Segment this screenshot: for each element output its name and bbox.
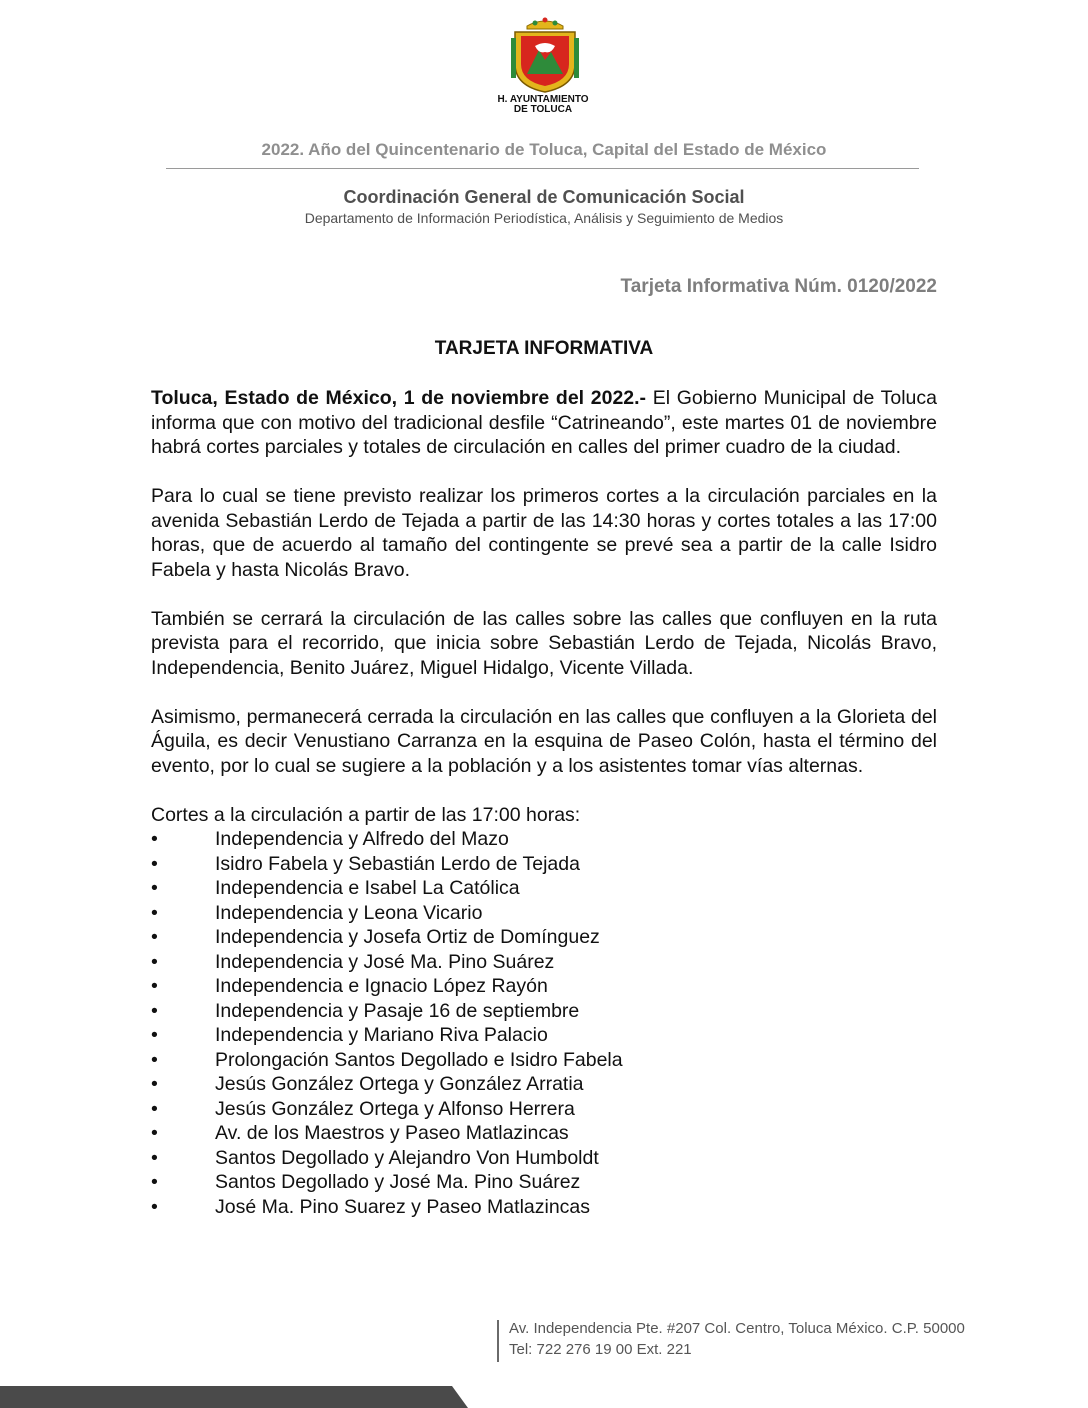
document-title: TARJETA INFORMATIVA [434, 338, 654, 359]
list-item-text: Independencia y José Ma. Pino Suárez [215, 950, 555, 973]
footer-address: Av. Independencia Pte. #207 Col. Centro, Toluca México. C.P. 50000 [509, 1320, 965, 1337]
footer-stripe [0, 1386, 1088, 1408]
list-item [151, 852, 937, 877]
department-title: Departamento de Información Periodística, Análisis y Seguimiento de Medios [304, 210, 784, 226]
list-item-text: Santos Degollado y José Ma. Pino Suárez [215, 1171, 581, 1193]
bullet-marker: • [151, 1195, 158, 1218]
toluca-coat-of-arms-logo [505, 14, 585, 94]
list-item-text: Independencia y Pasaje 16 de septiembre [215, 999, 580, 1022]
list-item [151, 974, 937, 999]
list-item [151, 1170, 937, 1195]
list-item [151, 1146, 937, 1171]
list-item [151, 1121, 937, 1146]
list-item [151, 876, 937, 901]
bullet-marker: • [151, 975, 158, 997]
list-item [151, 1072, 937, 1097]
list-item [151, 901, 937, 926]
list-item-text: Independencia y Mariano Riva Palacio [215, 1024, 548, 1046]
footer-divider [497, 1320, 499, 1362]
bullet-marker: • [151, 926, 158, 948]
list-item [151, 1195, 937, 1220]
paragraph-schedule: Para lo cual se tiene previsto realizar los primeros cortes a la circulación parciales en la avenida Sebastián Lerdo de Tejada a partir de las 14:30 horas y cortes totales a las 17:00 horas, que de acuerdo al tamaño del contingente se prevé sea a partir de la calle Isidro Fabela y hasta Nicolás Bravo. [151, 485, 937, 581]
bullet-marker: • [151, 828, 158, 850]
list-item-text: Independencia y Josefa Ortiz de Domínguez [215, 926, 600, 948]
list-item [151, 827, 937, 852]
year-motto: 2022. Año del Quincentenario de Toluca, Capital del Estado de México [261, 140, 827, 159]
card-number: Tarjeta Informativa Núm. 0120/2022 [620, 276, 937, 297]
list-item [151, 1048, 937, 1073]
list-item-text: Independencia e Ignacio López Rayón [215, 975, 548, 997]
bullet-marker: • [151, 877, 158, 899]
bullet-marker: • [151, 852, 158, 875]
bullet-marker: • [151, 999, 158, 1022]
list-item [151, 999, 937, 1024]
organization-name-line2: DE TOLUCA [513, 104, 573, 115]
bullet-marker: • [151, 950, 158, 973]
list-intro: Cortes a la circulación a partir de las 17:00 horas: [151, 803, 581, 826]
bullet-marker: • [151, 1171, 158, 1193]
list-item [151, 950, 937, 975]
bullet-marker: • [151, 1122, 158, 1144]
list-item [151, 1097, 937, 1122]
list-item [151, 925, 937, 950]
dateline: Toluca, Estado de México, 1 de noviembre del 2022.- [151, 387, 647, 409]
bullet-marker: • [151, 1097, 158, 1120]
list-item-text: Independencia y Alfredo del Mazo [215, 828, 509, 850]
closures-list [151, 827, 937, 1219]
header-divider [166, 168, 919, 169]
bullet-marker: • [151, 901, 158, 924]
list-item-text: Independencia y Leona Vicario [215, 901, 483, 924]
organization-name-line1: H. AYUNTAMIENTO [497, 94, 589, 105]
document-body [151, 386, 937, 1219]
list-item-text: José Ma. Pino Suarez y Paseo Matlazincas [215, 1195, 591, 1218]
list-item-text: Santos Degollado y Alejandro Von Humboldt [215, 1146, 599, 1169]
paragraph-glorieta: Asimismo, permanecerá cerrada la circulación en las calles que confluyen a la Glorieta del Águila, es decir Venustiano Carranza en la esquina de Paseo Colón, hasta el término del evento, por lo cual se sugiere a la población y a los asistentes tomar vías alternas. [151, 705, 937, 777]
footer-phone: Tel: 722 276 19 00 Ext. 221 [509, 1341, 692, 1358]
list-item-text: Jesús González Ortega y Alfonso Herrera [215, 1097, 575, 1120]
list-item [151, 1023, 937, 1048]
list-item-text: Prolongación Santos Degollado e Isidro Fabela [215, 1048, 623, 1071]
paragraph-intro-text: El Gobierno Municipal de Toluca informa que con motivo del tradicional desfile “Catrineando”, este martes 01 de noviembre habrá cortes parciales y totales de circulación en calles del primer cuadro de la ciudad. [151, 387, 937, 458]
coordination-title: Coordinación General de Comunicación Social [343, 187, 745, 207]
organization-name [468, 95, 618, 115]
list-item-text: Independencia e Isabel La Católica [215, 877, 520, 899]
list-item-text: Av. de los Maestros y Paseo Matlazincas [215, 1122, 569, 1144]
paragraph-route: También se cerrará la circulación de las calles sobre las calles que confluyen en la ruta prevista para el recorrido, que inicia sobre Sebastián Lerdo de Tejada, Nicolás Bravo, Independencia, Benito Juárez, Miguel Hidalgo, Vicente Villada. [151, 607, 937, 679]
bullet-marker: • [151, 1048, 158, 1071]
bullet-marker: • [151, 1073, 158, 1095]
paragraph-intro [151, 386, 937, 460]
list-item-text: Isidro Fabela y Sebastián Lerdo de Tejada [215, 852, 580, 875]
bullet-marker: • [151, 1146, 158, 1169]
bullet-marker: • [151, 1024, 158, 1046]
list-item-text: Jesús González Ortega y González Arratia [215, 1073, 584, 1095]
